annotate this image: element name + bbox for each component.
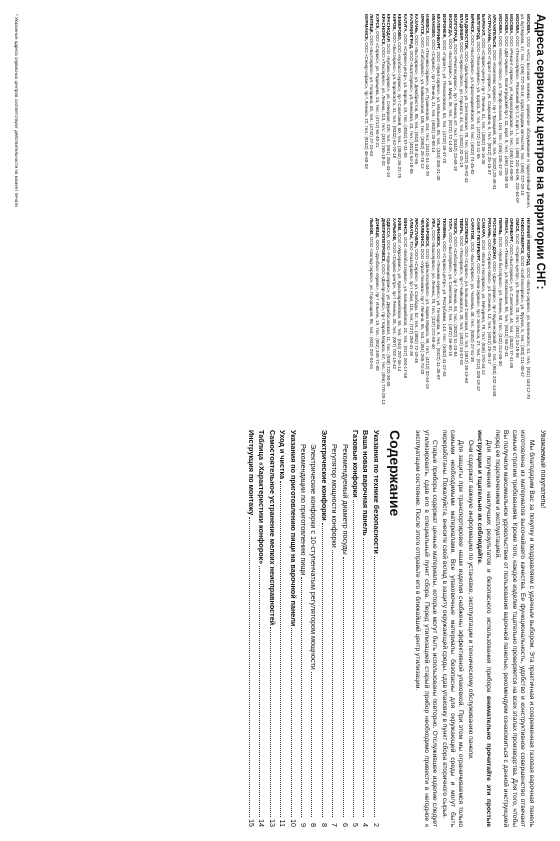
toc-item-page: 10 xyxy=(288,819,298,827)
service-center-city: НОВОСИБИРСК, xyxy=(520,218,526,255)
service-center-city: СМОЛЕНСК, xyxy=(464,218,470,245)
intro-paragraph-text: Для защиты при транспортировке наши изделия снабжены эффективной упаковкой. При этом мы ограничиваемся только самыми необходимыми материалами. Все упаковочные материалы безопасны для окружающей среды и могут быть переработаны. Пожалуйста, внесите свой вклад в защиту окружающей среды, сдав упаковку в пункт сбора вторичного сырья. xyxy=(440,430,465,827)
service-center-details: ООО «Днепр-сервис», пр-т Карла Маркса, 67, тел.: (056) 770-28-13 xyxy=(380,264,386,405)
service-center-entry xyxy=(464,14,470,208)
toc-leader-dots xyxy=(311,672,312,817)
service-center-entry xyxy=(481,218,487,412)
service-center-entry xyxy=(402,14,408,208)
service-center-city: ИВАНОВО, xyxy=(430,14,436,39)
service-center-details: ООО «Сибсервис», пр-т Ленина, 94, тел.: (3822) 51-23-84 xyxy=(453,236,459,357)
intro-paragraph-emphasis: внимательно прочитайте эти простые инструкции и тщательно их соблюдайте. xyxy=(476,430,492,827)
service-center-details: ООО «Волга-техсервис», ул. Мичурина, 78, тел.: (846) 270-44-12 xyxy=(481,239,487,375)
service-center-city: ПЕРМЬ, xyxy=(498,218,504,236)
service-center-city: КИРОВ, xyxy=(391,14,397,31)
service-center-entry xyxy=(492,218,498,412)
service-center-entry xyxy=(414,14,420,208)
service-center-entry xyxy=(464,218,470,412)
service-center-city: КУРСК, xyxy=(374,14,380,30)
service-center-entry xyxy=(397,14,403,208)
service-center-city: ЛИПЕЦК, xyxy=(369,14,375,34)
service-center-details: ООО «Техносервис», Рязанский пр-т, 2, корп. 1, тел.: (495) 231-64-06, 231-64-07 xyxy=(514,36,520,204)
service-center-city: САНКТ-ПЕТЕРБУРГ, xyxy=(475,218,481,262)
service-center-details: ООО «Сервис-центр», пр-т Ленина, 38, тел.: (057) 702-19-42 xyxy=(391,242,397,369)
service-center-details: ООО «Сервис-центр», ул. Ленина, 20, тел.: (3812) 24-18-56 xyxy=(514,233,520,358)
toc-item xyxy=(287,430,297,827)
toc-item-page: 8 xyxy=(309,823,319,827)
toc-item-title: Ваша новая варочная панель xyxy=(361,430,371,536)
service-center-entry xyxy=(509,14,515,208)
service-center-details: ООО «Бытсервис», ул. Мира, 36, тел.: (8172) 72-14-30 xyxy=(447,38,453,153)
toc-item-page: 9 xyxy=(299,823,309,827)
toc-item-page: 11 xyxy=(278,819,288,827)
service-center-details: ООО «Комплекс-сервис», пр-т Троицкий, 106, тел.: (8182) 20-48-91 xyxy=(492,49,498,191)
service-center-city: УФА, xyxy=(430,218,436,229)
toc-item xyxy=(277,430,287,827)
intro-column xyxy=(14,430,546,827)
service-center-details: ООО «Техсервис», ул. Ленина, 113, тел.: (391) 265-18-32 xyxy=(380,47,386,166)
service-center-details: ООО «Урал-техника», пр-т Ленина, 55, тел.: (351) 265-73-20 xyxy=(419,248,425,375)
service-center-details: ООО «Сервис», ул. Радищева, 24, тел.: (4712) 56-40-21 xyxy=(374,31,380,148)
toc-leader-dots xyxy=(259,566,260,817)
service-centers-list xyxy=(363,14,531,412)
service-center-city: ТЮМЕНЬ, xyxy=(442,218,448,240)
service-center-entry xyxy=(469,14,475,208)
service-center-details: ООО «Сервис-плюс», ул. Горького, 44, тел.: (4922) 32-15-19 xyxy=(458,42,464,168)
service-footnote: * Указанные адреса сервисных центров соответствуют действительности на момент печати xyxy=(14,14,19,207)
toc-leader-dots xyxy=(280,481,281,817)
service-center-city: РЯЗАНЬ, xyxy=(486,218,492,238)
service-center-entry xyxy=(374,14,380,208)
service-center-entry xyxy=(481,14,487,208)
service-center-details: ООО «Сервис», ул. Большая Советская, 12, тел.: (4812) 38-19-60 xyxy=(464,246,470,384)
service-center-details: ООО «Бытсервис», ул. Воровского, 41, тел.: (8332) 62-70-18 xyxy=(391,32,397,159)
service-center-details: ООО «Бытсервис», ул. Советская, 47, тел.: (4872) 36-90-15 xyxy=(447,232,453,357)
toc-item-page: 7 xyxy=(330,823,340,827)
toc-leader-dots xyxy=(364,538,365,817)
service-center-details: ООО «Сервис-плюс», ул. Есенина, 13, тел.: (4912) 28-36-17 xyxy=(486,239,492,365)
service-center-city: ТОМСК, xyxy=(453,218,459,236)
service-center-city: КРАСНОЯРСК, xyxy=(380,14,386,46)
service-center-entry xyxy=(453,218,459,412)
service-center-city: УЛЬЯНОВСК, xyxy=(436,218,442,248)
service-center-details: ООО «Гарант», ул. Плехановская, 53, тел.: (4732) 39-47-70 xyxy=(442,39,448,164)
service-center-entry xyxy=(391,218,397,412)
toc-item xyxy=(350,430,360,827)
service-center-city: ЕКАТЕРИНБУРГ, xyxy=(436,14,442,51)
service-center-entry xyxy=(447,14,453,208)
toc-item-title: Указания по технике безопасности xyxy=(371,430,381,554)
toc-item xyxy=(360,430,370,827)
service-center-details: ООО «Нева-сервис», пр-т Энгельса, 27, тел.: (812) 320-18-47 xyxy=(475,263,481,392)
service-center-details: ООО «Сибсервис», ул. Байкальская, 105, тел.: (3952) 25-76-12 xyxy=(419,37,425,169)
toc-item-page: 4 xyxy=(361,823,371,827)
service-center-entry xyxy=(380,14,386,208)
service-center-details: ООО «Сервис», ул. Свободы, 52, тел.: (4852) 72-18-46 xyxy=(414,249,420,364)
service-center-entry xyxy=(363,14,369,208)
service-center-city: НИЖНИЙ НОВГОРОД, xyxy=(526,218,531,267)
service-center-details: ООО «Дон-сервис», пр-т Буденновский, 97, тел.: (863) 232-14-58 xyxy=(492,261,498,397)
service-center-city: ЛЬВОВ, xyxy=(369,218,375,236)
service-center-entry xyxy=(419,14,425,208)
toc-leader-dots xyxy=(353,500,354,817)
service-center-details: ООО «Сервис-центр», ул. Республики, 143, тел.: (3452) 41-27-63 xyxy=(442,241,448,377)
intro-paragraph-text: Мы благодарим Вас за покупку и поздравляем с удачным выбором. Эта практичная и современная газовая варочная панель изготовлена из материалов высочайшего качества. Ее функциональность, удобство и конструктивное совершенство отвечают самым строгим требованиям. Кроме того, каждое изделие тщательно проверяется на всех этапах производства. Для того, чтобы Вы получили максимальное удовольствие от пользования варочной панелью, рекомендуем ознакомиться с данной инструкцией перед ее подключением и эксплуатацией. xyxy=(493,430,535,827)
service-center-entry xyxy=(436,14,442,208)
toc-item-title: Инструкция по монтажу xyxy=(247,430,257,516)
toc-title: Содержание xyxy=(386,430,403,517)
service-center-city: ХАБАРОВСК, xyxy=(425,218,431,248)
service-center-city: КРАСНОДАР, xyxy=(386,14,392,43)
service-centers-title: Адреса сервисных центров на территории СНГ: xyxy=(534,14,546,290)
toc-item-title: Газовые конфорки xyxy=(351,430,361,498)
toc-item-title: Электрические конфорки с 10-ступенчатым регулятором мощности xyxy=(309,444,319,670)
service-center-entry xyxy=(369,14,375,208)
service-center-city: ТВЕРЬ, xyxy=(458,218,464,235)
service-center-city: МОСКВА, xyxy=(509,14,515,35)
service-center-details: ООО «Дальтехсервис», ул. Карла Маркса, 96, тел.: (4212) 32-64-19 xyxy=(425,248,431,389)
toc-item xyxy=(308,430,318,827)
service-center-details: ООО «Донбасс-сервис», пр-т Ильича, 19, тел.: (062) 345-71-08 xyxy=(374,239,380,371)
service-center-details: ООО «Гарант-сервис», ул. Савушкина, 6, тел.: (8512) 25-15-37 xyxy=(486,44,492,175)
service-center-details: ООО «Бытсервис», ул. Чапаева, 48, тел.: (8452) 27-51-38 xyxy=(470,241,476,362)
service-center-details: ООО «Бытсервис», ул. Декабристов, 85, тел.: (843) 518-42-66 xyxy=(414,35,420,165)
service-center-city: КИЕВ, xyxy=(397,218,403,232)
service-center-details: ООО «Бытсервис», ул. Красноармейская, 93, тел.: (4832) 74-45-82 xyxy=(470,35,476,175)
service-center-city: БРЯНСК, xyxy=(470,14,476,34)
toc-leader-dots xyxy=(301,577,302,817)
service-center-entry xyxy=(509,218,515,412)
service-center-details: ООО «Техника-сервис», ул. Пушкинская, 154, тел.: (3412) 51-34-70 xyxy=(425,35,431,176)
service-center-city: АСТРАХАНЬ, xyxy=(486,14,492,43)
service-center-entry xyxy=(425,14,431,208)
service-center-city: КЕМЕРОВО, xyxy=(397,14,403,41)
toc-leader-dots xyxy=(249,517,250,817)
service-center-city: МОСКВА, xyxy=(514,14,520,35)
service-center-city: АРХАНГЕЛЬСК, xyxy=(492,14,498,49)
service-center-details: ООО «АСЦ Бытовая техника», сервисное обслуживание и гарантийный ремонт, ул. Бутлерова, 17, тел.: (495) 727-28-16; отдел продаж запчастей, тел.: (495) 727-28-15 xyxy=(520,14,531,208)
service-center-city: МУРМАНСК, xyxy=(363,14,369,41)
service-center-city: КАЛИНИНГРАД, xyxy=(408,14,414,50)
service-center-city: МИНСК, xyxy=(402,218,408,236)
service-center-city: БАРНАУЛ, xyxy=(481,14,487,37)
intro-paragraph-text: Они содержат важную информацию по установке, эксплуатации и техническому обслуживанию панели. xyxy=(466,440,474,760)
service-center-details: ООО «Сервис», пр-т Ленина, 21, тел.: (4932) 32-88-14 xyxy=(430,39,436,153)
service-center-city: ДНЕПРОПЕТРОВСК, xyxy=(380,218,386,263)
toc-item xyxy=(318,430,328,827)
service-center-city: АЛМАТЫ, xyxy=(408,218,414,240)
service-center-details: ООО «Кузбасс-сервис», пр-т Советский, 60, тел.: (3842) 36-22-75 xyxy=(397,42,403,179)
service-center-details: ООО «Север-сервис», пр-т Ленина, 72, тел.: (8152) 45-60-33 xyxy=(363,42,369,169)
toc-item-page: 5 xyxy=(351,823,361,827)
toc-leader-dots xyxy=(322,523,323,817)
toc-item xyxy=(371,430,381,827)
service-center-city: КАЗАНЬ, xyxy=(414,14,420,34)
service-center-city: ОРЕНБУРГ, xyxy=(509,218,515,243)
service-center-city: ВОЛГОГРАД, xyxy=(453,14,459,43)
service-center-entry xyxy=(436,218,442,412)
toc-item xyxy=(246,430,256,827)
service-center-city: ЯРОСЛАВЛЬ, xyxy=(414,218,420,249)
toc-item-page: 8 xyxy=(319,823,329,827)
intro-paragraph-text: Для получения наилучших результатов и безопасного использования прибора xyxy=(484,440,492,697)
service-center-entry xyxy=(475,218,481,412)
toc-item-page: 2 xyxy=(371,823,381,827)
service-center-details: ООО «Сибтехсервис», ул. Фрунзе, 5, тел.: (383) 211-30-47 xyxy=(520,255,526,377)
service-center-details: ООО «Мастер-плюс», ул. Профсоюзная, 104, тел.: (495) 336-47-20 xyxy=(498,36,504,176)
service-center-entry xyxy=(497,218,503,412)
service-center-city: ВОРОНЕЖ, xyxy=(442,14,448,39)
service-center-details: ООО «Сервис-центр», пр-т Ленина, 61, тел.: (3852) 36-16-36 xyxy=(481,37,487,165)
service-center-entry xyxy=(419,218,425,412)
service-center-city: МОСКВА, xyxy=(526,14,531,35)
service-center-entry xyxy=(514,218,520,412)
service-center-entry xyxy=(397,218,403,412)
service-center-city: КАЛУГА, xyxy=(402,14,408,33)
toc-item-title: Самостоятельное устранение мелких неисправностей xyxy=(267,430,277,626)
toc-item-title: Электрические конфорки xyxy=(319,430,329,521)
toc-item xyxy=(339,430,349,827)
toc-leader-dots xyxy=(291,628,292,817)
service-center-details: ТОО «Казсервис», пр-т Абая, 115, тел.: (727) 250-41-36 xyxy=(408,240,414,357)
service-center-details: ООО «Урал-бытсервис», ул. Ленина, 58, тел.: (342) 212-65-30 xyxy=(498,236,504,366)
service-center-city: ВЛАДИМИР, xyxy=(458,14,464,41)
service-center-details: ООО «Сервис-центр», ул. Кирова, 19, тел.: (4842) 57-31-09 xyxy=(402,34,408,158)
intro-text xyxy=(413,430,546,827)
toc-item-page: 6 xyxy=(340,823,350,827)
service-center-city: ВЛАДИВОСТОК, xyxy=(464,14,470,51)
service-center-city: БЕЛГОРОД, xyxy=(475,14,481,41)
service-center-entry xyxy=(503,218,509,412)
service-center-entry xyxy=(386,218,392,412)
service-center-entry xyxy=(402,218,408,412)
service-center-details: ООО «Техносервис», ул. Щорса, 8, тел.: (4722) 34-11-95 xyxy=(475,41,481,159)
greeting: Уважаемый покупатель! xyxy=(539,430,546,509)
intro-paragraph xyxy=(465,430,473,827)
service-center-details: ООО «Башсервис», ул. Ленина, 70, тел.: (347) 272-58-40 xyxy=(430,230,436,349)
service-center-entry xyxy=(408,218,414,412)
service-center-details: ООО «Балтсервис», ул. Киевская, 23, тел.: (4012) 64-18-05 xyxy=(408,50,414,174)
toc-item-title: Уход и чистка xyxy=(278,430,288,480)
service-center-entry xyxy=(453,14,459,208)
toc-item xyxy=(266,430,276,827)
toc-leader-dots xyxy=(332,550,333,817)
service-center-city: ПЕНЗА, xyxy=(503,218,509,235)
service-center-details: ООО «Белбытсервис», ул. Кальварийская, 24, тел.: (017) 204-17-58 xyxy=(402,236,408,379)
service-center-details: ООО «Волга-сервис», ул. Белинского, 61, тел.: (831) 434-12-70 xyxy=(526,267,531,399)
service-center-details: ООО «Запад-сервис», ул. Городоцкая, 86, тел.: (032) 297-04-61 xyxy=(369,236,375,370)
service-center-city: ВОЛОГДА, xyxy=(447,14,453,38)
toc-item-page: 13 xyxy=(267,819,277,827)
service-center-entry xyxy=(520,14,531,208)
service-center-city: ЧЕЛЯБИНСК, xyxy=(419,218,425,248)
service-center-entry xyxy=(503,14,509,208)
service-center-entry xyxy=(391,14,397,208)
service-center-entry xyxy=(386,14,392,208)
toc-item-title: Рекомендации по приготовлению пищи xyxy=(299,444,309,576)
service-center-city: САРАТОВ, xyxy=(470,218,476,241)
service-center-entry xyxy=(475,14,481,208)
service-center-entry xyxy=(525,218,531,412)
toc-leader-dots xyxy=(374,556,375,817)
service-center-details: ООО «ДМ-сервис», Волгоградский пр-т, 32, корп. 8, тел.: (495) 225-58-18 xyxy=(503,36,509,188)
service-center-details: ООО «Дальсервис», ул. Светланская, 78, тел.: (4232) 26-82-44 xyxy=(464,51,470,183)
toc-leader-dots xyxy=(270,627,271,817)
service-centers-column xyxy=(14,14,546,412)
service-center-details: ООО «Бытсервис», ул. Советская, 44, тел.: (3532) 77-41-09 xyxy=(509,244,515,369)
toc-item-page: 15 xyxy=(247,819,257,827)
service-center-details: ООО «Ремтехсервис», пр-т Ленина, 67, тел.: (8442) 23-60-18 xyxy=(453,43,459,171)
service-center-entry xyxy=(408,14,414,208)
service-center-entry xyxy=(492,14,498,208)
service-center-details: ООО «Техсервис», пр-т Чайковского, 28, тел.: (4822) 34-57-02 xyxy=(458,235,464,365)
intro-paragraph xyxy=(493,430,535,827)
toc-item-page: 14 xyxy=(257,819,267,827)
service-center-entry xyxy=(447,218,453,412)
table-of-contents xyxy=(246,430,381,827)
service-center-entry xyxy=(425,218,431,412)
service-center-details: ООО «Черноморсервис», ул. Дерибасовская, 11, тел.: (048) 722-30-55 xyxy=(386,239,392,387)
service-center-entry xyxy=(430,218,436,412)
service-center-details: ООО «Техника-сервис», ул. Гончарова, 9, тел.: (8422) 41-35-07 xyxy=(436,248,442,380)
service-center-city: САМАРА, xyxy=(481,218,487,239)
toc-item xyxy=(298,430,308,827)
service-center-details: ООО «Укрсервис», ул. Красноармейская, 59, тел.: (044) 287-36-14 xyxy=(397,232,403,372)
service-center-city: ИРКУТСК, xyxy=(419,14,425,36)
service-center-details: ООО «Урал-сервис», ул. Малышева, 85, тел.: (343) 355-21-40 xyxy=(436,51,442,181)
toc-item-title: Указания по приготовлению пищи на варочной панели xyxy=(288,430,298,627)
service-center-city: РОСТОВ-НА-ДОНУ, xyxy=(492,218,498,260)
service-center-entry xyxy=(514,14,520,208)
toc-item-title: Таблица «Характеристики конфорок» xyxy=(257,430,267,565)
intro-paragraph xyxy=(475,430,492,827)
service-center-entry xyxy=(442,218,448,412)
toc-item xyxy=(256,430,266,827)
service-center-entry xyxy=(442,14,448,208)
toc-item xyxy=(329,430,339,827)
service-center-entry xyxy=(380,218,386,412)
service-center-city: ОДЕССА, xyxy=(386,218,392,239)
service-center-city: ДОНЕЦК, xyxy=(374,218,380,239)
service-center-city: ИЖЕВСК, xyxy=(425,14,431,35)
service-center-city: ТУЛА, xyxy=(447,218,453,232)
service-center-details: ООО «Кубань-сервис», ул. Северная, 326, тел.: (861) 255-43-10 xyxy=(386,43,392,178)
toc-item-title: Регулятор мощности конфорки xyxy=(330,444,340,548)
intro-paragraph xyxy=(413,430,438,827)
intro-paragraph xyxy=(439,430,464,827)
service-center-city: ОМСК, xyxy=(514,218,520,233)
toc-leader-dots xyxy=(343,557,344,817)
service-center-city: ХАРЬКОВ, xyxy=(391,218,397,242)
service-center-entry xyxy=(369,218,375,412)
toc-item-title: Рекомендуемый диаметр посуды xyxy=(340,444,350,555)
service-center-details: ООО «Ремонт-сервис», ул. Кировоградская, 15, тел.: (495) 314-09-00 xyxy=(509,36,515,181)
service-center-entry xyxy=(414,218,420,412)
service-center-details: ООО «Техника», ул. Московская, 83, тел.: (8412) 56-22-41 xyxy=(503,236,509,358)
intro-paragraph-text: Старые приборы содержат ценные материалы, которые могут быть использованы повторно. Отслужившее изделие следует утилизировать, сдав его в специальный пункт сбора. Перед утилизацией старый прибор необходимо привести в негодное к эксплуатации состояние. После этого отправьте его в ближайший центр утилизации. xyxy=(414,430,439,827)
service-center-details: ООО «Бытсервис», ул. Гагарина, 33, тел.: (4742) 27-15-64 xyxy=(369,35,375,157)
service-center-city: МОСКВА, xyxy=(503,14,509,35)
service-center-city: МОСКВА, xyxy=(498,14,504,35)
